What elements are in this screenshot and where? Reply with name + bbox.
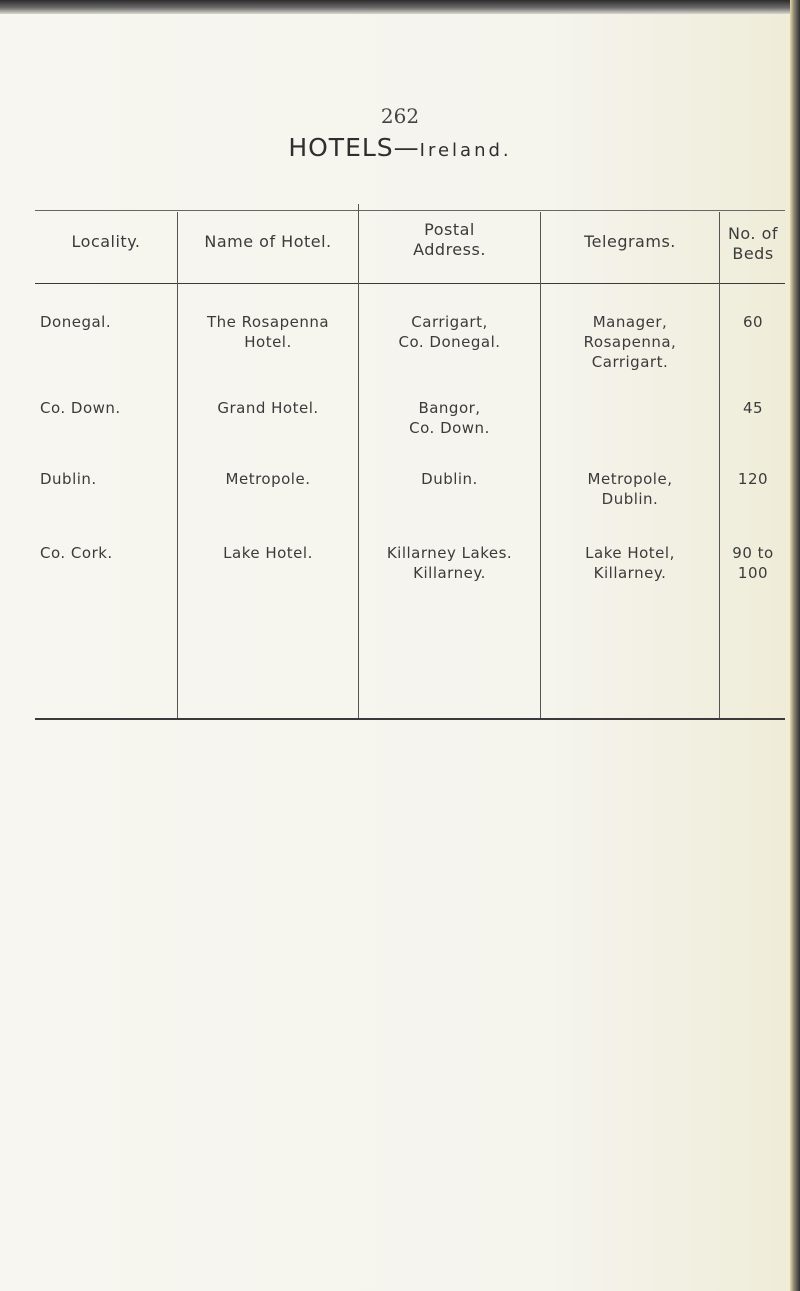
cell-telegrams: Metropole, Dublin. <box>587 470 673 508</box>
table-bottom-rule <box>35 718 785 720</box>
page-title <box>0 133 800 162</box>
header-telegrams: Telegrams. <box>584 232 676 251</box>
cell-beds: 45 <box>742 399 764 417</box>
column-divider <box>540 212 541 718</box>
cell-postal-address: Dublin. <box>421 470 478 488</box>
cell-locality: Dublin. <box>40 470 97 488</box>
header-beds: No. of Beds <box>727 224 779 263</box>
cell-postal-address: Bangor, Co. Down. <box>409 399 490 437</box>
page-top-edge <box>0 0 800 14</box>
column-divider <box>719 212 720 718</box>
cell-postal-address: Killarney Lakes. Killarney. <box>386 544 513 582</box>
cell-beds: 120 <box>737 470 769 488</box>
cell-hotel-name: The Rosapenna Hotel. <box>206 313 330 351</box>
cell-beds: 60 <box>742 313 764 331</box>
cell-hotel-name: Lake Hotel. <box>223 544 313 562</box>
cell-telegrams: Lake Hotel, Killarney. <box>585 544 675 582</box>
cell-locality: Donegal. <box>40 313 112 331</box>
header-name: Name of Hotel. <box>204 232 332 251</box>
page-number: 262 <box>380 104 420 128</box>
column-divider <box>177 212 178 718</box>
cell-locality: Co. Down. <box>40 399 121 417</box>
title-subtitle: Ireland. <box>419 140 512 161</box>
table-top-rule <box>35 210 785 211</box>
cell-hotel-name: Grand Hotel. <box>217 399 319 417</box>
title-main: HOTELS— <box>288 133 420 162</box>
cell-beds: 90 to 100 <box>732 544 774 582</box>
cell-postal-address: Carrigart, Co. Donegal. <box>398 313 501 351</box>
header-rule <box>35 283 785 284</box>
cell-hotel-name: Metropole. <box>225 470 311 488</box>
page-right-edge <box>790 0 800 1291</box>
header-postal-address: Postal Address. <box>413 220 486 259</box>
header-locality: Locality. <box>71 232 141 251</box>
cell-locality: Co. Cork. <box>40 544 113 562</box>
column-divider <box>358 204 359 718</box>
cell-telegrams: Manager, Rosapenna, Carrigart. <box>583 313 677 371</box>
